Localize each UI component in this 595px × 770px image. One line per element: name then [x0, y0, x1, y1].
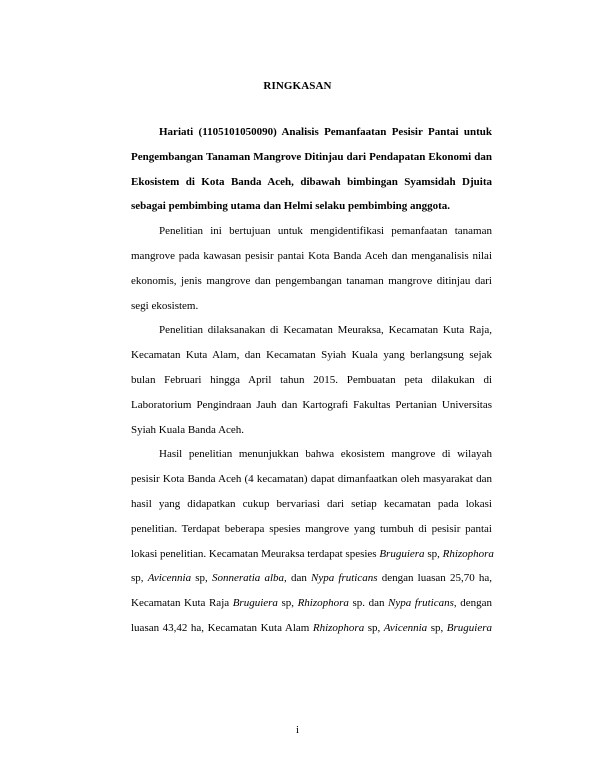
- text-line: Penelitian dilaksanakan di Kecamatan Meuraksa, Kecamatan Kuta Raja,: [159, 324, 492, 337]
- text-run: sp,: [191, 572, 212, 585]
- text-line: Pengembangan Tanaman Mangrove Ditinjau dari Pendapatan Ekonomi dan: [131, 150, 492, 163]
- text-line: Hariati (1105101050090) Analisis Pemanfaatan Pesisir Pantai untuk: [159, 126, 492, 138]
- species-name: Rhizophora: [297, 597, 349, 610]
- text-line: [131, 616, 492, 641]
- text-run: sp,: [277, 597, 298, 610]
- text-line: Kecamatan Kuta Alam, dan Kecamatan Syiah Kuala yang berlangsung sejak: [131, 349, 492, 362]
- text-line: sebagai pembimbing utama dan Helmi selaku pembimbing anggota.: [131, 200, 451, 213]
- text-run: dengan luasan 25,70 ha,: [377, 572, 493, 585]
- text-line: [131, 542, 492, 567]
- species-name: Sonneratia alba: [212, 572, 285, 585]
- species-name: Bruguiera: [446, 621, 492, 634]
- paragraph-objective: [131, 219, 492, 318]
- species-name: Bruguiera: [379, 547, 425, 560]
- text-line: pesisir Kota Banda Aceh (4 kecamatan) dapat dimanfaatkan oleh masyarakat dan: [131, 473, 492, 486]
- species-name: Avicennia: [383, 621, 428, 634]
- text-line: Ekosistem di Kota Banda Aceh, dibawah bimbingan Syamsidah Djuita: [131, 175, 492, 188]
- page-number: i: [295, 724, 300, 736]
- header-paragraph: [131, 120, 492, 219]
- species-name: Rhizophora: [312, 621, 365, 634]
- species-name: Bruguiera: [232, 597, 278, 610]
- text-line: Penelitian ini bertujuan untuk mengidentifikasi pemanfaatan tanaman: [159, 225, 492, 238]
- text-run: sp,: [424, 547, 443, 560]
- species-name: Nypa fruticans: [311, 572, 378, 585]
- text-line: mangrove pada kawasan pesisir pantai Kota Banda Aceh dan menganalisis nilai: [131, 249, 492, 262]
- text-run: sp,: [364, 621, 384, 634]
- text-run: luasan 43,42 ha, Kecamatan Kuta Alam: [131, 621, 313, 634]
- text-line: penelitian. Terdapat beberapa spesies mangrove yang tumbuh di pesisir pantai: [131, 522, 492, 535]
- paragraph-results: [131, 442, 492, 640]
- text-run: , dengan: [453, 597, 492, 610]
- text-line: segi ekosistem.: [131, 299, 199, 312]
- species-name: Nypa fruticans: [388, 597, 454, 610]
- text-run: lokasi penelitian. Kecamatan Meuraksa terdapat spesies: [131, 547, 380, 560]
- text-line: [131, 591, 492, 616]
- text-line: Laboratorium Pengindraan Jauh dan Kartografi Fakultas Pertanian Universitas: [131, 398, 492, 411]
- text-run: sp,: [427, 621, 447, 634]
- text-run: Kecamatan Kuta Raja: [131, 597, 233, 610]
- text-run: , dan: [284, 572, 312, 585]
- text-line: ekonomis, jenis mangrove dan pengembangan tanaman mangrove ditinjau dari: [131, 274, 492, 287]
- text-line: [131, 566, 492, 591]
- text-line: bulan Februari hingga April tahun 2015. Pembuatan peta dilakukan di: [131, 373, 492, 386]
- page-title: RINGKASAN: [263, 80, 332, 92]
- text-run: sp,: [131, 572, 148, 585]
- species-name: Rhizophora: [442, 547, 494, 560]
- document-body: [131, 120, 492, 641]
- paragraph-location: [131, 318, 492, 442]
- text-line: hasil yang didapatkan cukup bervariasi dari setiap kecamatan pada lokasi: [131, 497, 492, 510]
- species-name: Avicennia: [147, 572, 192, 585]
- text-line: Hasil penelitian menunjukkan bahwa ekosistem mangrove di wilayah: [159, 448, 492, 461]
- text-line: Syiah Kuala Banda Aceh.: [131, 423, 245, 436]
- text-run: sp. dan: [348, 597, 389, 610]
